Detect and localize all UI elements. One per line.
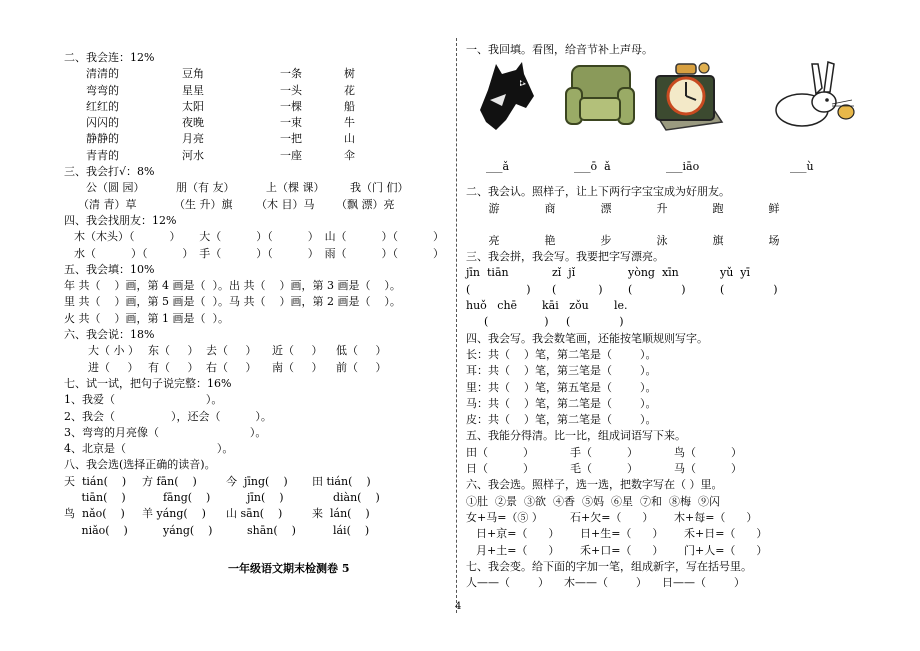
- q2-cell: 一把: [280, 132, 302, 146]
- q2-row: [64, 148, 444, 164]
- r-q7-item: 日——（ ）: [662, 576, 745, 590]
- picture-row: [466, 60, 866, 146]
- q2-row: [64, 83, 444, 99]
- q8-cell: fāng( ): [142, 491, 211, 505]
- q2-cell: 一头: [280, 83, 302, 97]
- r-q2-char: 场: [768, 233, 780, 247]
- answer-blank[interactable]: ( ): [628, 282, 686, 296]
- q6-row: [64, 343, 444, 359]
- q4-item: 木（木头）（ ）: [74, 230, 181, 244]
- r-q6-title: 六、我会选。照样子，选一选，把数字写在（ ）里。: [466, 478, 723, 492]
- r-q6-item: 女+马=（⑤ ）: [466, 510, 543, 524]
- r-q2-char: 鲜: [768, 201, 780, 215]
- q8-cell: 方 fān( ): [142, 474, 197, 488]
- q2-cell: 太阳: [182, 99, 204, 113]
- r-q6-row: [466, 510, 866, 526]
- r-q2-char: 艳: [544, 233, 556, 247]
- r-q6-item: 日+生=（ ）: [580, 527, 664, 541]
- q2-cell: 豆角: [182, 67, 204, 81]
- answer-blank[interactable]: ( ): [720, 282, 778, 296]
- q6-item: 东（ ）: [148, 344, 199, 358]
- q2-cell: 山: [344, 132, 355, 146]
- q7-title: 七、试一试，把句子说完整：16%: [64, 376, 232, 390]
- r-q2-title: 二、我会认。照样子，让上下两行字宝宝成为好朋友。: [466, 185, 730, 199]
- r-q5-item: 毛（ ）: [570, 462, 638, 476]
- q5-line: 里 共（ ）画，第 5 画是（ ）。马 共（ ）画，第 2 画是（ ）。: [64, 295, 401, 309]
- q2-cell: 一棵: [280, 99, 302, 113]
- q8-cell: 天 tián( ): [64, 474, 127, 488]
- pinyin-word: yǔ yī: [720, 266, 751, 280]
- r-q5-row: [466, 445, 866, 461]
- r-q6-item: 木+每=（ ）: [674, 510, 758, 524]
- pinyin-word: le.: [614, 299, 628, 313]
- q2-cell: 闪闪的: [86, 116, 119, 130]
- rabbit-picture-icon: [772, 60, 862, 132]
- r-q6-item: 门+人=（ ）: [684, 543, 768, 557]
- q6-item: 近（ ）: [272, 344, 323, 358]
- q3-title: 三、我会打√：8%: [64, 165, 155, 179]
- r-q2-char: 步: [600, 233, 612, 247]
- q6-title: 六、我会说：18%: [64, 328, 155, 342]
- r-q6-row: [466, 543, 866, 559]
- q2-cell: 清清的: [86, 67, 119, 81]
- r-q7-title: 七、我会变。给下面的字加一笔，组成新字，写在括号里。: [466, 559, 752, 573]
- exam-title: 一年级语文期末检测卷 5: [228, 562, 350, 575]
- r-q2-char: 漂: [600, 201, 612, 215]
- pinyin-word: yòng xīn: [628, 266, 679, 280]
- horse-picture-icon: [476, 60, 538, 132]
- q2-cell: 红红的: [86, 99, 119, 113]
- r-q5-item: 马（ ）: [674, 462, 742, 476]
- q2-cell: 一座: [280, 148, 302, 162]
- r-q6-item: 禾+日=（ ）: [684, 527, 768, 541]
- q7-line: 3、弯弯的月亮像（ ）。: [64, 425, 267, 439]
- left-column: [64, 50, 444, 539]
- r-q3-title: 三、我会拼，我会写。我要把字写漂亮。: [466, 250, 664, 264]
- answer-blank[interactable]: ( ): [552, 282, 603, 296]
- column-divider: [456, 38, 457, 613]
- q4-row: [64, 229, 444, 245]
- q6-item: 进（ ）: [88, 360, 139, 374]
- q8-cell: tiān( ): [64, 491, 126, 505]
- r-q5-item: 日（ ）: [466, 462, 534, 476]
- r-q4-line: 耳：共（ ）笔，第三笔是（ ）。: [466, 364, 657, 378]
- q6-item: 去（ ）: [206, 344, 257, 358]
- pinyin-word: huǒ chē: [466, 299, 518, 313]
- r-q4-line: 马：共（ ）笔，第二笔是（ ）。: [466, 396, 657, 410]
- q3-item: （飘 漂）亮: [336, 197, 395, 211]
- q1-blank-row: [466, 160, 866, 178]
- q4-row: [64, 246, 444, 262]
- q8-row: [64, 490, 444, 506]
- r-q4-line: 皮：共（ ）笔，第二笔是（ ）。: [466, 413, 657, 427]
- r-q6-item: 石+欠=（ ）: [570, 510, 654, 524]
- r-q6-item: 日+京=（ ）: [476, 527, 560, 541]
- q7-line: 2、我会（ ），还会（ ）。: [64, 409, 272, 423]
- r-q5-title: 五、我能分得清。比一比，组成词语写下来。: [466, 429, 686, 443]
- r-q2-char: 旗: [712, 233, 724, 247]
- q2-cell: 弯弯的: [86, 83, 119, 97]
- r-q3-blank-row: [466, 282, 866, 298]
- r-q6-row: [466, 526, 866, 542]
- r-q4-line: 里：共（ ）笔，第五笔是（ ）。: [466, 380, 657, 394]
- q1-blank[interactable]: ___iāo: [666, 160, 700, 174]
- q8-cell: jīn( ): [226, 491, 284, 505]
- r-q6-item: 月+土=（ ）: [476, 543, 560, 557]
- r-q7-row: [466, 575, 866, 591]
- r-q3-blank-row: [466, 314, 866, 330]
- q2-row: [64, 131, 444, 147]
- pinyin-word: jīn tiān: [466, 266, 509, 280]
- r-q1-title: 一、我回填。看图，给音节补上声母。: [466, 43, 653, 56]
- q3-item: （清 青）草: [78, 197, 137, 211]
- q2-cell: 一条: [280, 67, 302, 81]
- q3-item: 上（棵 课）: [266, 181, 325, 195]
- q7-line: 4、北京是（ ）。: [64, 442, 234, 456]
- q2-title: 二、我会连：12%: [64, 51, 155, 64]
- q4-item: 大（ ）（ ）: [199, 230, 319, 244]
- q2-cell: 河水: [182, 148, 204, 162]
- right-column: [466, 42, 866, 591]
- q2-cell: 树: [344, 67, 355, 81]
- q1-blank[interactable]: ___ù: [790, 160, 814, 174]
- q3-row: [64, 197, 444, 213]
- q8-cell: 鸟 nǎo( ): [64, 507, 125, 521]
- q3-item: （木 目）马: [256, 197, 315, 211]
- alarm-clock-picture-icon: [650, 60, 726, 132]
- q2-cell: 牛: [344, 116, 355, 130]
- q8-cell: 来 lán( ): [312, 507, 370, 521]
- q6-item: 大（ 小 ）: [88, 344, 139, 358]
- r-q2-char: 升: [656, 201, 668, 215]
- q6-item: 南（ ）: [272, 360, 323, 374]
- r-q7-item: 人——（ ）: [466, 576, 549, 590]
- q4-item: 手（ ）（ ）: [199, 246, 319, 260]
- r-q5-row: [466, 461, 866, 477]
- q2-cell: 星星: [182, 83, 204, 97]
- q3-item: 朋（有 友）: [176, 181, 235, 195]
- q8-row: [64, 474, 444, 490]
- q2-row: [64, 66, 444, 82]
- r-q2-char: 亮: [488, 233, 500, 247]
- r-q2-char: 商: [544, 201, 556, 215]
- r-q6-item: 禾+口=（ ）: [580, 543, 664, 557]
- q2-cell: 一束: [280, 116, 302, 130]
- q8-cell: 羊 yáng( ): [142, 507, 206, 521]
- r-q2-char: 泳: [656, 233, 668, 247]
- q4-title: 四、我会找朋友：12%: [64, 213, 177, 227]
- q2-cell: 月亮: [182, 132, 204, 146]
- r-q2-char: 跑: [712, 201, 724, 215]
- q2-row: [64, 99, 444, 115]
- q4-item: 山（ ）（ ）: [324, 230, 444, 244]
- q2-cell: 伞: [344, 148, 355, 162]
- q4-item: 雨（ ）（ ）: [324, 246, 444, 260]
- q2-cell: 花: [344, 83, 355, 97]
- r-q2-row1: [466, 201, 866, 217]
- pinyin-word: kāi zǒu: [542, 299, 589, 313]
- q8-title: 八、我会选(选择正确的读音)。: [64, 458, 216, 472]
- q6-item: 前（ ）: [336, 360, 387, 374]
- r-q4-title: 四、我会写。我会数笔画，还能按笔顺规则写字。: [466, 331, 708, 345]
- q8-cell: shān( ): [226, 523, 296, 537]
- q3-item: 公（圆 园）: [86, 181, 145, 195]
- q7-line: 1、我爱（ ）。: [64, 393, 223, 407]
- q6-item: 有（ ）: [148, 360, 199, 374]
- r-q5-item: 田（ ）: [466, 445, 534, 459]
- q6-item: 低（ ）: [336, 344, 387, 358]
- q8-row: [64, 506, 444, 522]
- q3-item: 我（门 们）: [350, 181, 409, 195]
- r-q5-item: 手（ ）: [570, 445, 638, 459]
- r-q3-pinyin-row: [466, 298, 866, 314]
- q8-cell: 今 jīng( ): [226, 474, 288, 488]
- answer-blank[interactable]: ( ): [484, 315, 549, 329]
- page-number: 4: [455, 601, 462, 612]
- q8-cell: 田 tián( ): [312, 474, 371, 488]
- q5-title: 五、我会填：10%: [64, 262, 155, 276]
- q2-cell: 船: [344, 99, 355, 113]
- r-q3-pinyin-row: [466, 265, 866, 281]
- r-q2-row2: [466, 233, 866, 249]
- q2-cell: 夜晚: [182, 116, 204, 130]
- q2-cell: 静静的: [86, 132, 119, 146]
- sofa-picture-icon: [562, 60, 638, 132]
- q1-blank[interactable]: ___ō ǎ: [574, 160, 611, 174]
- r-q7-item: 木——（ ）: [564, 576, 647, 590]
- q3-item: （生 升）旗: [174, 197, 233, 211]
- q2-row: [64, 115, 444, 131]
- q6-item: 右（ ）: [206, 360, 257, 374]
- q6-row: [64, 360, 444, 376]
- answer-blank[interactable]: ( ): [466, 282, 531, 296]
- q8-cell: 山 sān( ): [226, 507, 283, 521]
- q8-row: [64, 523, 444, 539]
- q5-line: 火 共（ ）画，第 1 画是（ ）。: [64, 311, 229, 325]
- answer-blank[interactable]: ( ): [566, 315, 624, 329]
- q8-cell: niǎo( ): [64, 523, 128, 537]
- q4-item: 水（ ）（ ）: [74, 246, 194, 260]
- r-q2-char: 游: [488, 201, 500, 215]
- q8-cell: lái( ): [312, 523, 370, 537]
- q5-line: 年 共（ ）画，第 4 画是（ ）。出 共（ ）画，第 3 画是（ ）。: [64, 279, 401, 293]
- r-q5-item: 鸟（ ）: [674, 445, 742, 459]
- q3-row: [64, 180, 444, 196]
- q8-cell: diàn( ): [312, 491, 380, 505]
- r-q4-line: 长：共（ ）笔，第二笔是（ ）。: [466, 347, 657, 361]
- pinyin-word: zǐ jǐ: [552, 266, 576, 280]
- q8-cell: yáng( ): [142, 523, 213, 537]
- q2-cell: 青青的: [86, 148, 119, 162]
- r-q6-options: ①肚 ②景 ③欲 ④香 ⑤妈 ⑥星 ⑦和 ⑧梅 ⑨闪: [466, 494, 720, 508]
- q1-blank[interactable]: ___ǎ: [486, 160, 510, 174]
